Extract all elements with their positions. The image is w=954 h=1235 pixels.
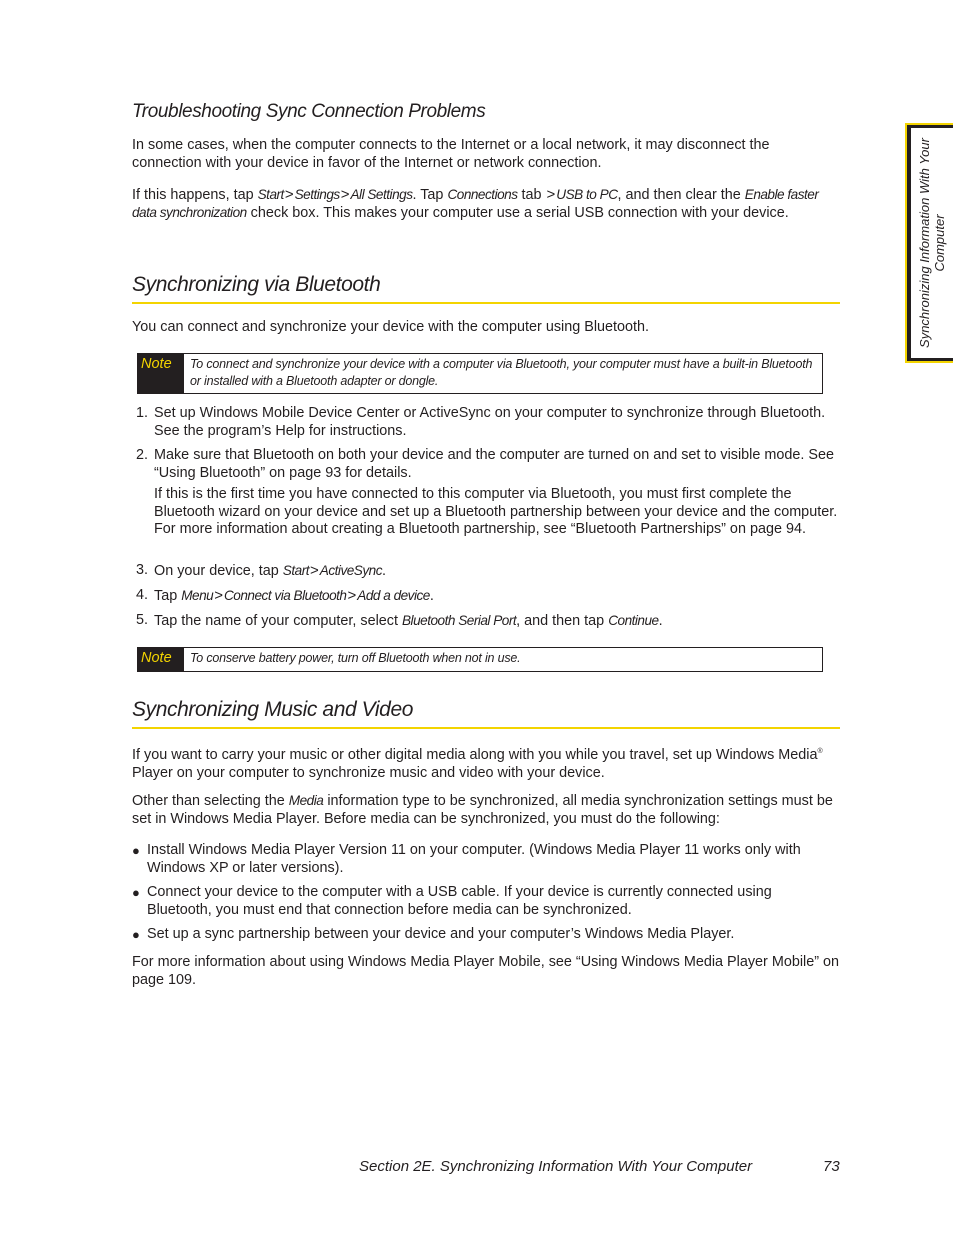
- ui-start: Start: [257, 187, 284, 202]
- registered-mark: ®: [817, 748, 823, 755]
- note-box: [137, 647, 823, 672]
- bullet-icon: ●: [132, 843, 140, 858]
- ui-media: Media: [288, 793, 324, 808]
- section-side-tab: [905, 123, 953, 363]
- troubleshooting-heading: Troubleshooting Sync Connection Problems: [132, 101, 486, 122]
- chevron-right-icon: >: [347, 587, 357, 604]
- music-paragraph-1: If you want to carry your music or other digital media along with you while you travel, set up Windows Media® Player on your computer to synchronize music and video with your device.: [132, 747, 823, 781]
- music-paragraph-2: Other than selecting the Media information type to be synchronized, all media synchronization settings must be set in Windows Media Player. Before media can be synchronized, you must do the following:: [132, 793, 833, 827]
- ui-connections: Connections: [447, 187, 518, 202]
- bluetooth-heading: Synchronizing via Bluetooth: [132, 273, 381, 296]
- chevron-right-icon: >: [340, 186, 350, 203]
- ui-all-settings: All Settings: [350, 187, 413, 202]
- step-item: 1. Set up Windows Mobile Device Center or ActiveSync on your computer to synchronize through Bluetooth. See the program’s Help for instructions.: [136, 405, 826, 439]
- ui-enable-sync: Enable faster data synchronization: [132, 187, 819, 220]
- troubleshooting-paragraph-2: If this happens, tap Start>Settings>All Settings. Tap Connections tab >USB to PC, and then clear the Enable faster data synchronization check box. This makes your computer use a serial USB connection with your device.: [132, 186, 819, 221]
- side-tab-label: Synchronizing Information With Your Computer: [917, 138, 947, 348]
- chevron-right-icon: >: [310, 562, 319, 579]
- footer-section-title: Section 2E. Synchronizing Information With Your Computer: [359, 1158, 753, 1175]
- music-heading: Synchronizing Music and Video: [132, 698, 414, 721]
- ui-activesync: ActiveSync: [319, 563, 383, 578]
- bullet-icon: ●: [132, 927, 140, 942]
- chevron-right-icon: >: [546, 186, 556, 203]
- bullet-item: ● Set up a sync partnership between your device and your computer’s Windows Media Player.: [132, 926, 735, 942]
- heading-rule: [132, 727, 840, 729]
- ui-usb-to-pc: USB to PC: [556, 187, 618, 202]
- step-item: 4. Tap Menu>Connect via Bluetooth>Add a device.: [136, 587, 434, 604]
- note-text: To conserve battery power, turn off Bluetooth when not in use.: [190, 651, 521, 665]
- chevron-right-icon: >: [284, 186, 294, 203]
- step-item: 2. Make sure that Bluetooth on both your device and the computer are turned on and set to visible mode. See “Using Bluetooth” on page 93 for details. If this is the first time you have connected to this computer via Bluetooth, you must first complete the Bluetooth wizard on your device and set up a Bluetooth partnership between your device and the computer. For more information about creating a Bluetooth partnership, see “Bluetooth Partnerships” on page 94.: [136, 447, 838, 537]
- music-paragraph-3: For more information about using Windows Media Player Mobile, see “Using Windows Media Player Mobile” on page 109.: [132, 954, 840, 988]
- note-label: Note: [138, 354, 184, 393]
- bullet-item: ● Install Windows Media Player Version 11 on your computer. (Windows Media Player 11 works only with Windows XP or later versions).: [132, 842, 801, 876]
- bullet-item: ● Connect your device to the computer with a USB cable. If your device is currently connected using Bluetooth, you must end that connection before media can be synchronized.: [132, 884, 772, 918]
- ui-continue: Continue: [608, 613, 659, 628]
- note-text: To connect and synchronize your device with a computer via Bluetooth, your computer must have a built-in Bluetooth or installed with a Bluetooth adapter or dongle.: [190, 357, 813, 388]
- troubleshooting-paragraph-1: In some cases, when the computer connects to the Internet or a local network, it may disconnect the connection with your device in favor of the Internet or network connection.: [132, 137, 770, 171]
- step-item: 3. On your device, tap Start>ActiveSync.: [136, 562, 387, 579]
- heading-rule: [132, 302, 840, 304]
- ui-add-a-device: Add a device: [357, 588, 430, 603]
- ui-start: Start: [282, 563, 310, 578]
- step-item: 5. Tap the name of your computer, select Bluetooth Serial Port, and then tap Continue.: [136, 612, 663, 629]
- ui-connect-via-bluetooth: Connect via Bluetooth: [223, 588, 347, 603]
- note-label: Note: [138, 648, 184, 671]
- note-box: [137, 353, 823, 394]
- page-number: 73: [823, 1158, 840, 1175]
- ui-bluetooth-serial-port: Bluetooth Serial Port: [401, 613, 517, 628]
- ui-menu: Menu: [181, 588, 214, 603]
- ui-settings: Settings: [294, 187, 340, 202]
- bullet-icon: ●: [132, 885, 140, 900]
- chevron-right-icon: >: [214, 587, 223, 604]
- bluetooth-intro: You can connect and synchronize your device with the computer using Bluetooth.: [132, 319, 650, 335]
